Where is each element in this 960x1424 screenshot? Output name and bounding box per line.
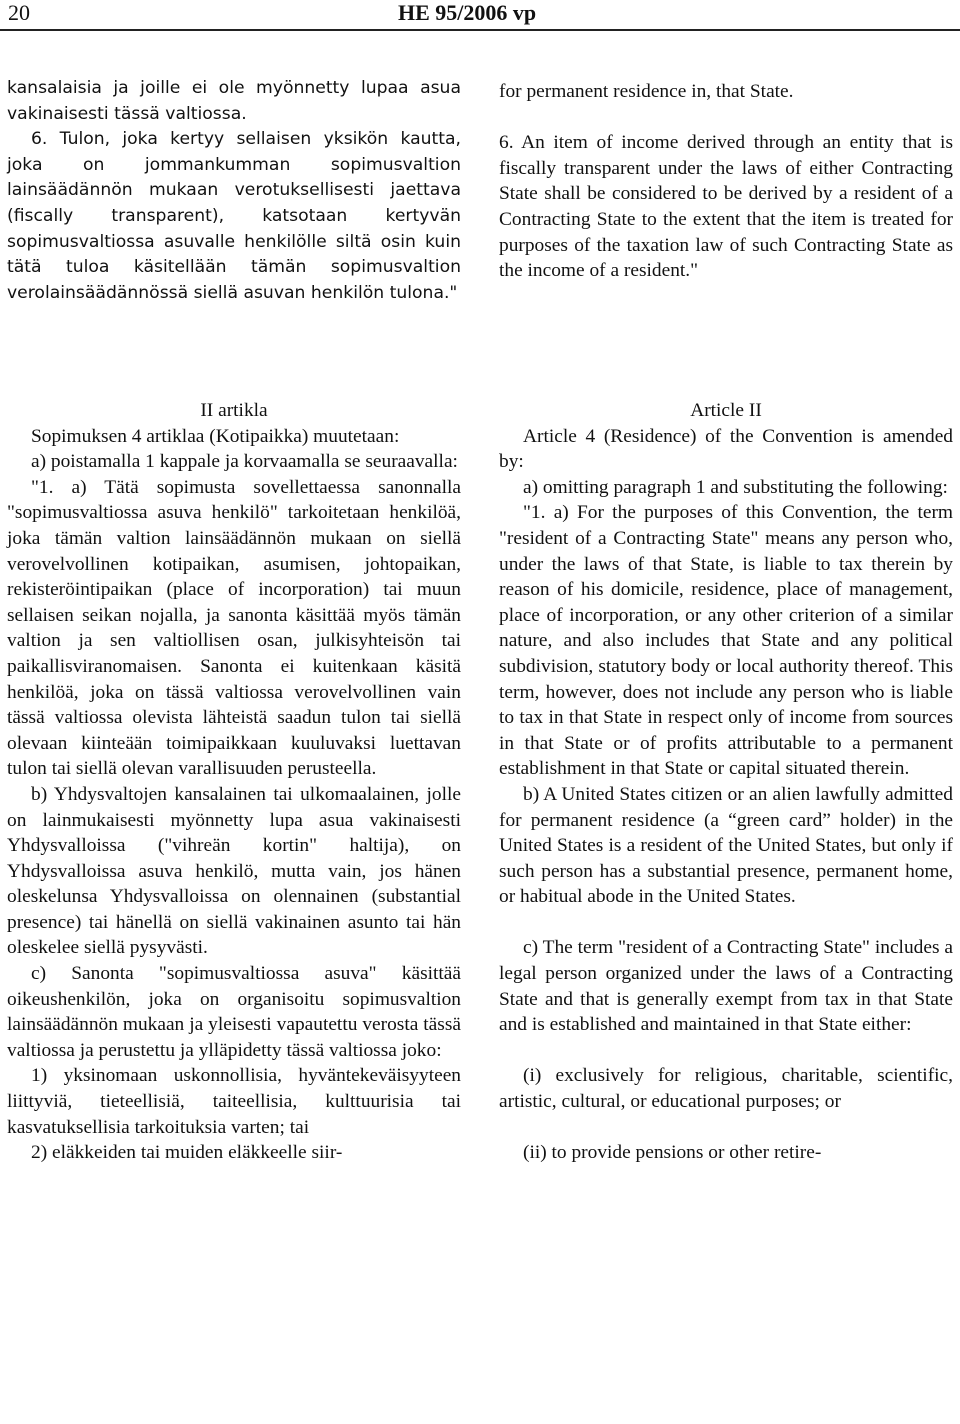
top-right-text: [499, 79, 953, 284]
article-intro: Sopimuksen 4 artiklaa (Kotipaikka) muutetaan:: [31, 425, 400, 447]
paragraph-1a: "1. a) For the purposes of this Convention, the term "resident of a Contracting State" means any person who, under the laws of that State, is liable to tax therein by reason of his domicile, residence, place of management, place of incorporation, or any other criterion of a similar nature, and also includes that State and any political subdivision, statutory body or local authority thereof. This term, however, does not include any person who is liable to tax in that State in respect only of income from sources in that State or of profits attributable to a permanent establishment in that State or capital situated therein.: [499, 502, 953, 780]
left-article: [7, 398, 461, 1166]
right-article: [499, 398, 953, 1166]
article-title: Article II: [690, 400, 762, 421]
amendment-a: a) poistamalla 1 kappale ja korvaamalla se seuraavalla:: [31, 451, 458, 473]
paragraph: 6. An item of income derived through an entity that is fiscally transparent under the laws of either Contracting State shall be considered to be derived by a resident of a Contracting State to the extent that the item is treated for purposes of the taxation law of such Contracting State as the income of a resident.": [499, 132, 953, 282]
paragraph-1c: c) Sanonta "sopimusvaltiossa asuva" käsittää oikeushenkilön, joka on organisoitu sopimusvaltion lainsäädännön mukaan ja yleisesti vapautettu verosta tässä valtiossa ja perustettu ja ylläpidetty tässä valtiossa joko:: [7, 963, 461, 1061]
document-id: HE 95/2006 vp: [398, 0, 537, 25]
header-rule: [0, 29, 960, 31]
article-intro: Article 4 (Residence) of the Convention is amended by:: [499, 425, 953, 473]
paragraph-1a: "1. a) Tätä sopimusta sovellettaessa sanonnalla "sopimusvaltiossa asuva henkilö" tarkoitetaan henkilöä, joka tämän valtion lainsäädännön mukaan on siellä verovelvollinen kotipaikan, asumisen, johtopaikan, rekisteröintipaikan (place of incorporation) tai muun sellaisen seikan nojalla, ja sanonta käsittää myös tämän valtion ja sen valtiollisen osan, julkisyhteisön tai paikallisviranomaisen. Sanonta ei kuitenkaan käsitä henkilöä, joka on tässä valtiossa verovelvollinen vain tässä valtiossa olevista lähteistä saadun tulon tai siellä olevaan kiinteään toimipaikkaan kuuluvaksi luettavan tulon tai siellä olevan varallisuuden perusteella.: [7, 476, 461, 780]
paragraph: 6. Tulon, joka kertyy sellaisen yksikön kautta, joka on jommankumman sopimusvaltion lainsäädännön mukaan verotuksellisesti jaettava (fiscally transparent), katsotaan kertyvän sopimusvaltiossa asuvalle henkilölle siltä osin kuin tätä tuloa käsitellään tämän sopimusvaltion verolainsäädännössä siellä asuvan henkilön tulona.": [7, 129, 461, 303]
paragraph-1b: b) Yhdysvaltojen kansalainen tai ulkomaalainen, jolle on lainmukaisesti myönnetty lupa asua vakinaisesti Yhdysvalloissa ("vihreän kortin" haltija), on Yhdysvalloissa asuva henkilö, mutta vain, jos hänen oleskelunsa Yhdysvalloissa on olennainen (substantial presence) tai hänellä on siellä vakinainen asunto tai hän oleskelee siellä pysyvästi.: [7, 783, 461, 959]
top-left-text: [7, 76, 461, 306]
list-item-i: (i) exclusively for religious, charitable, scientific, artistic, cultural, or educational purposes; or: [499, 1065, 953, 1113]
page-header: [0, 0, 960, 30]
amendment-a: a) omitting paragraph 1 and substituting the following:: [523, 476, 948, 498]
paragraph-1c: c) The term "resident of a Contracting State" includes a legal person organized under the laws of a Contracting State and that is generally exempt from tax in that State and is established and maintained in that State either:: [499, 937, 953, 1036]
paragraph: kansalaisia ja joille ei ole myönnetty lupaa asua vakinaisesti tässä valtiossa.: [7, 78, 461, 124]
list-item-1: 1) yksinomaan uskonnollisia, hyväntekeväisyyteen liittyviä, tieteellisiä, taiteellisia, kulttuurisia tai kasvatuksellisia tarkoituksia varten; tai: [7, 1065, 461, 1138]
article-title: II artikla: [200, 400, 268, 421]
list-item-2: 2) eläkkeiden tai muiden eläkkeelle siir-: [31, 1142, 343, 1164]
paragraph: for permanent residence in, that State.: [499, 81, 794, 102]
paragraph-1b: b) A United States citizen or an alien lawfully admitted for permanent residence (a “green card” holder) in the United States is a resident of the United States, but only if such person has a substantial presence, permanent home, or habitual abode in the United States.: [499, 783, 953, 908]
page-number: 20: [8, 0, 30, 25]
list-item-ii: (ii) to provide pensions or other retire-: [523, 1142, 822, 1164]
